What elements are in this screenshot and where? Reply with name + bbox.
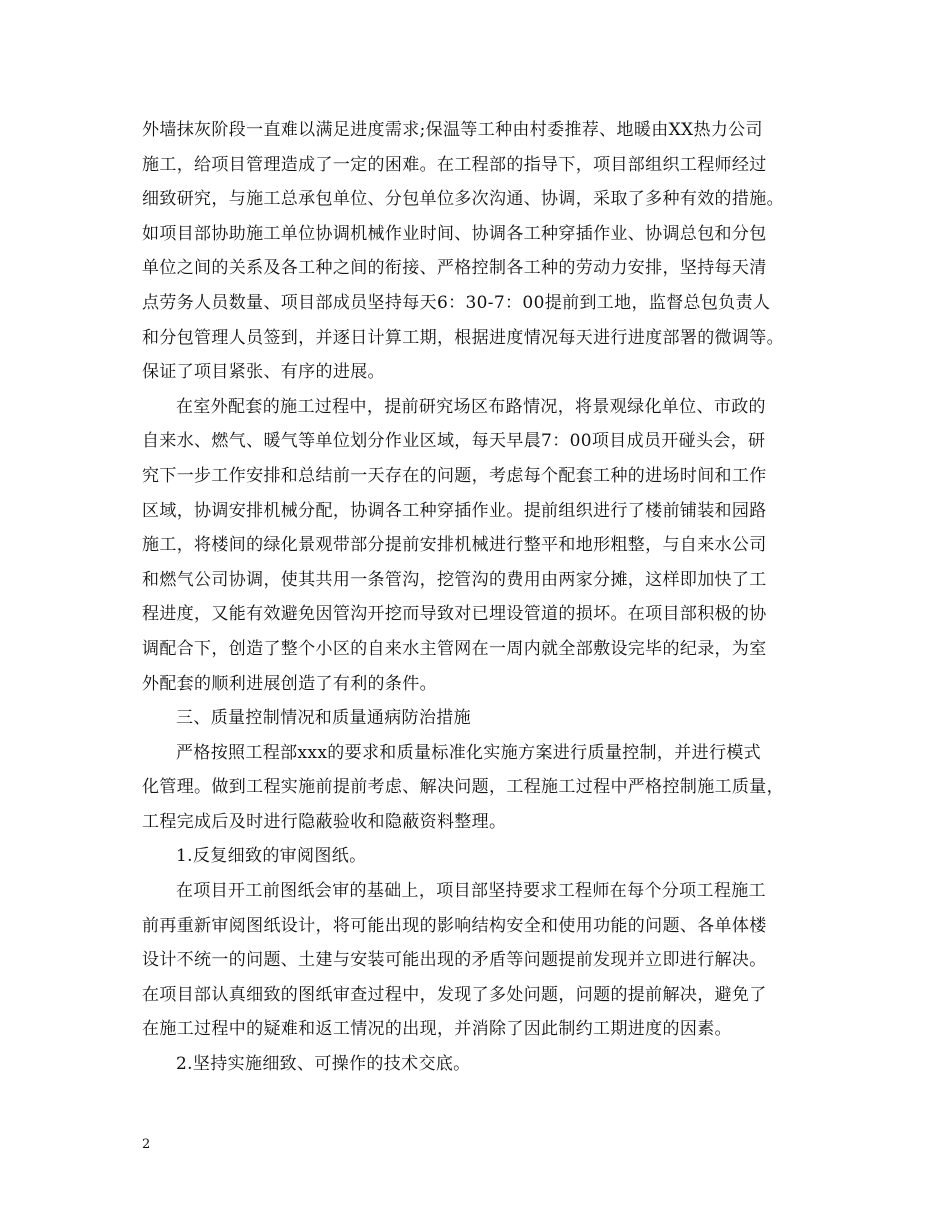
subsection-heading: 1.反复细致的审阅图纸。 <box>176 846 367 867</box>
text-line: 点劳务人员数量、项目部成员坚持每天6：30-7：00提前到工地，监督总包负责人 <box>142 292 771 313</box>
text-line: 调配合下，创造了整个小区的自来水主管网在一周内就全部敷设完毕的纪录，为室 <box>142 638 767 659</box>
text-line: 程进度，又能有效避免因管沟开挖而导致对已埋设管道的损坏。在项目部积极的协 <box>142 604 767 625</box>
paragraph-first-line: 在室外配套的施工过程中，提前研究场区布路情况，将景观绿化单位、市政的 <box>176 396 766 417</box>
text-line: 在施工过程中的疑难和返工情况的出现，并消除了因此制约工期进度的因素。 <box>142 1019 732 1040</box>
paragraph-first-line: 在项目开工前图纸会审的基础上，项目部坚持要求工程师在每个分项工程施工 <box>176 881 766 902</box>
page-number: 2 <box>142 1137 151 1152</box>
text-line: 单位之间的关系及各工种之间的衔接、严格控制各工种的劳动力安排，坚持每天清 <box>142 258 767 279</box>
text-line: 设计不统一的问题、土建与安装可能出现的矛盾等问题提前发现并立即进行解决。 <box>142 950 767 971</box>
text-line: 在项目部认真细致的图纸审查过程中，发现了多处问题，问题的提前解决，避免了 <box>142 984 767 1005</box>
text-line: 保证了项目紧张、有序的进展。 <box>142 362 385 383</box>
text-line: 外配套的顺利进展创造了有利的条件。 <box>142 673 437 694</box>
text-line: 自来水、燃气、暖气等单位划分作业区域，每天早晨7：00项目成员开碰头会，研 <box>142 431 766 452</box>
text-line: 细致研究，与施工总承包单位、分包单位多次沟通、协调，采取了多种有效的措施。 <box>142 189 784 210</box>
text-line: 前再重新审阅图纸设计，将可能出现的影响结构安全和使用功能的问题、各单体楼 <box>142 915 767 936</box>
section-heading: 三、质量控制情况和质量通病防治措施 <box>176 708 471 729</box>
text-line: 施工，给项目管理造成了一定的困难。在工程部的指导下，项目部组织工程师经过 <box>142 154 767 175</box>
text-line: 区域，协调安排机械分配，协调各工种穿插作业。提前组织进行了楼前铺装和园路 <box>142 500 767 521</box>
text-line: 和燃气公司协调，使其共用一条管沟，挖管沟的费用由两家分摊，这样即加快了工 <box>142 569 767 590</box>
subsection-heading: 2.坚持实施细致、可操作的技术交底。 <box>176 1054 471 1075</box>
text-line: 如项目部协助施工单位协调机械作业时间、协调各工种穿插作业、协调总包和分包 <box>142 223 767 244</box>
text-line: 工程完成后及时进行隐蔽验收和隐蔽资料整理。 <box>142 811 507 832</box>
paragraph-first-line: 严格按照工程部xxx的要求和质量标准化实施方案进行质量控制，并进行模式 <box>176 742 762 763</box>
text-line: 究下一步工作安排和总结前一天存在的问题，考虑每个配套工种的进场时间和工作 <box>142 465 767 486</box>
text-line: 外墙抹灰阶段一直难以满足进度需求;保温等工种由村委推荐、地暖由XX热力公司 <box>142 120 763 140</box>
text-line: 和分包管理人员签到，并逐日计算工期，根据进度情况每天进行进度部署的微调等。 <box>142 327 784 348</box>
text-line: 施工，将楼间的绿化景观带部分提前安排机械进行整平和地形粗整，与自来水公司 <box>142 535 767 556</box>
document-body <box>142 113 836 1082</box>
text-line: 化管理。做到工程实施前提前考虑、解决问题，工程施工过程中严格控制施工质量， <box>142 777 784 798</box>
